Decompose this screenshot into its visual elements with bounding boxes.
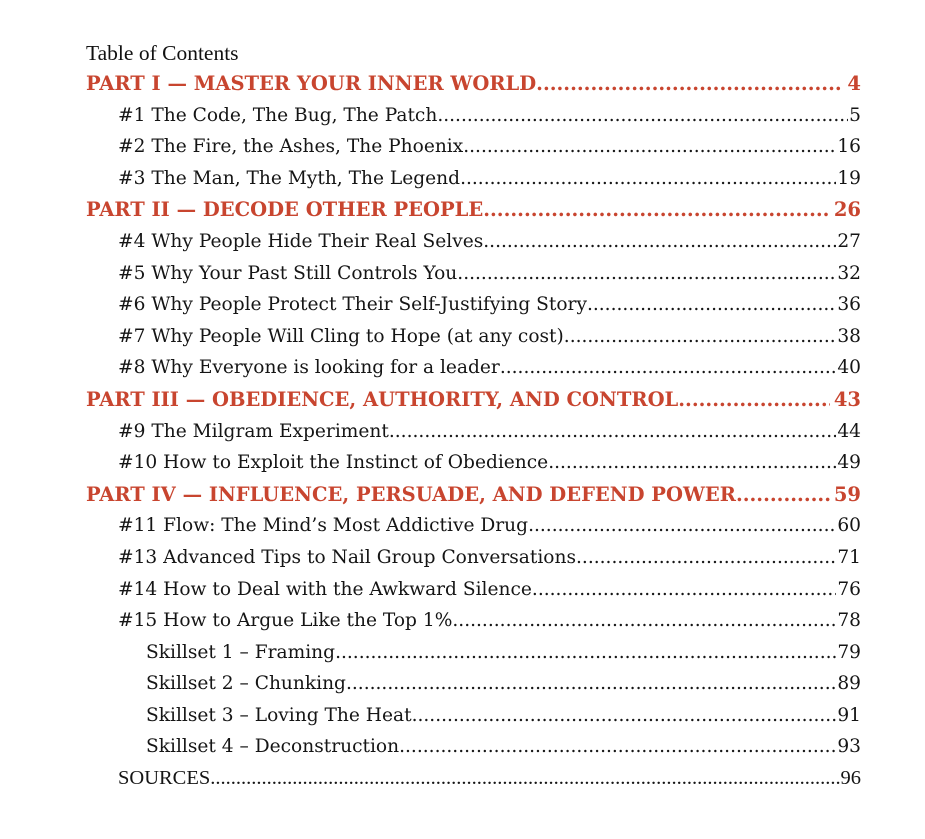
toc-entry-page-number: 78: [837, 610, 861, 632]
dot-leader: [500, 352, 837, 384]
toc-entry-chapter[interactable]: [86, 542, 861, 574]
dot-leader: [389, 416, 836, 448]
dot-leader: [483, 194, 830, 226]
toc-entry-label: #15 How to Argue Like the Top 1%: [118, 610, 453, 632]
toc-entry-label: SOURCES: [118, 767, 211, 790]
toc-entry-label: Skillset 4 – Deconstruction: [146, 736, 400, 758]
toc-entry-label: #13 Advanced Tips to Nail Group Conversations: [118, 546, 576, 568]
toc-entry-label: #2 The Fire, the Ashes, The Phoenix: [118, 136, 464, 158]
dot-leader: [678, 384, 830, 416]
toc-entry-sources[interactable]: [86, 763, 861, 795]
toc-entry-label: PART III — OBEDIENCE, AUTHORITY, AND CONTROL: [86, 387, 679, 411]
toc-entry-page-number: 36: [837, 294, 861, 316]
toc-entry-page-number: 93: [837, 736, 861, 758]
toc-entry-label: #8 Why Everyone is looking for a leader: [118, 357, 500, 379]
dot-leader: [548, 447, 836, 479]
toc-entry-page-number: 27: [837, 230, 861, 252]
toc-entry-label: #3 The Man, The Myth, The Legend: [118, 167, 461, 189]
dot-leader: [483, 226, 836, 258]
toc-entry-label: #11 Flow: The Mind’s Most Addictive Drug: [118, 515, 529, 537]
dot-leader: [437, 100, 848, 132]
toc-entry-page-number: 16: [837, 136, 861, 158]
toc-entry-label: #6 Why People Protect Their Self-Justifying Story: [118, 294, 587, 316]
toc-entry-chapter[interactable]: [86, 416, 861, 448]
toc-page: [86, 38, 861, 795]
toc-entry-chapter[interactable]: [86, 163, 861, 195]
dot-leader: [335, 637, 836, 669]
dot-leader: [528, 510, 836, 542]
toc-entry-label: Skillset 2 – Chunking: [146, 673, 346, 695]
dot-leader: [576, 542, 836, 574]
toc-entry-page-number: 19: [837, 167, 861, 189]
toc-entry-page-number: 4: [847, 72, 861, 95]
toc-entry-label: Skillset 3 – Loving The Heat: [146, 704, 412, 726]
dot-leader: [736, 479, 830, 511]
toc-entry-label: #1 The Code, The Bug, The Patch: [118, 104, 438, 126]
toc-entry-chapter[interactable]: [86, 226, 861, 258]
toc-list: [86, 68, 861, 795]
toc-entry-page-number: 43: [833, 387, 861, 411]
dot-leader: [346, 668, 836, 700]
toc-entry-page-number: 26: [833, 198, 861, 222]
toc-entry-label: #14 How to Deal with the Awkward Silence: [118, 578, 532, 600]
toc-entry-chapter[interactable]: [86, 605, 861, 637]
toc-entry-label: #9 The Milgram Experiment: [118, 420, 389, 442]
toc-entry-page-number: 89: [837, 673, 861, 695]
toc-entry-page-number: 76: [837, 578, 861, 600]
toc-entry-label: PART IV — INFLUENCE, PERSUADE, AND DEFEND POWER: [86, 482, 736, 506]
dot-leader: [399, 731, 836, 763]
dot-leader: [587, 289, 836, 321]
toc-entry-page-number: 32: [837, 262, 861, 284]
toc-entry-page-number: 79: [837, 641, 861, 663]
toc-entry-label: Skillset 1 – Framing: [146, 641, 336, 663]
dot-leader: [412, 700, 837, 732]
toc-entry-part[interactable]: [86, 194, 861, 226]
toc-entry-chapter[interactable]: [86, 289, 861, 321]
dot-leader: [210, 763, 839, 795]
toc-entry-label: #10 How to Exploit the Instinct of Obedience: [118, 452, 549, 474]
dot-leader: [460, 163, 836, 195]
toc-entry-label: #5 Why Your Past Still Controls You: [118, 262, 458, 284]
toc-entry-label: #7 Why People Will Cling to Hope (at any cost): [118, 325, 564, 347]
dot-leader: [564, 321, 837, 353]
toc-entry-page-number: 49: [837, 452, 861, 474]
toc-entry-chapter[interactable]: [86, 100, 861, 132]
toc-entry-chapter[interactable]: [86, 321, 861, 353]
toc-entry-label: #4 Why People Hide Their Real Selves: [118, 230, 484, 252]
dot-leader: [536, 68, 843, 100]
toc-entry-skill[interactable]: [86, 700, 861, 732]
toc-entry-page-number: 60: [837, 515, 861, 537]
dot-leader: [452, 605, 836, 637]
dot-leader: [457, 258, 836, 290]
toc-entry-label: PART II — DECODE OTHER PEOPLE: [86, 198, 484, 222]
toc-entry-page-number: 91: [837, 704, 861, 726]
toc-entry-page-number: 38: [837, 325, 861, 347]
dot-leader: [463, 131, 836, 163]
toc-entry-chapter[interactable]: [86, 258, 861, 290]
toc-entry-chapter[interactable]: [86, 352, 861, 384]
toc-entry-skill[interactable]: [86, 731, 861, 763]
toc-entry-label: PART I — MASTER YOUR INNER WORLD: [86, 72, 537, 95]
toc-entry-chapter[interactable]: [86, 574, 861, 606]
toc-entry-part[interactable]: [86, 384, 861, 416]
toc-entry-page-number: 5: [849, 104, 861, 126]
toc-entry-page-number: 59: [833, 482, 861, 506]
dot-leader: [532, 574, 836, 606]
toc-entry-part[interactable]: [86, 68, 861, 100]
toc-entry-page-number: 40: [837, 357, 861, 379]
toc-entry-part[interactable]: [86, 479, 861, 511]
toc-entry-chapter[interactable]: [86, 510, 861, 542]
toc-entry-skill[interactable]: [86, 668, 861, 700]
toc-entry-chapter[interactable]: [86, 131, 861, 163]
toc-entry-page-number: 44: [837, 420, 861, 442]
toc-entry-page-number: 71: [837, 546, 861, 568]
toc-entry-chapter[interactable]: [86, 447, 861, 479]
toc-entry-page-number: 96: [840, 767, 861, 790]
toc-title: Table of Contents: [86, 41, 239, 65]
toc-entry-skill[interactable]: [86, 637, 861, 669]
